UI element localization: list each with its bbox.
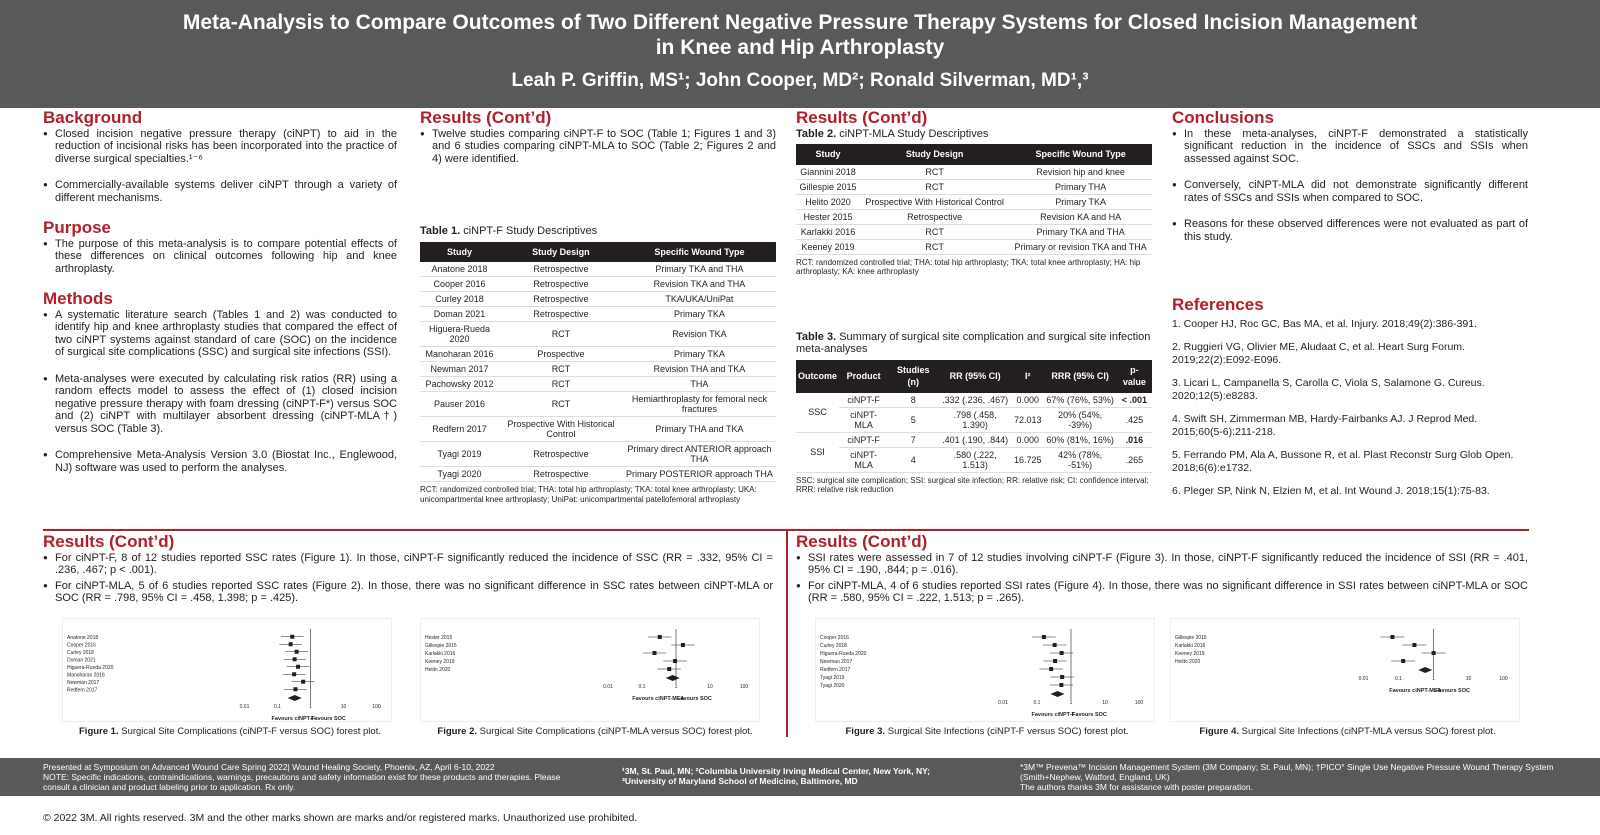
background-bullet-1: ● Closed incision negative pressure therapy (ciNPT) to aid in the reduction of incisional risks has been incorporated into the practice of diverse surgical specialties.¹⁻⁶	[43, 128, 397, 166]
point-estimate	[293, 657, 297, 661]
axis-tick-label: 1	[674, 684, 678, 690]
study-label: Tyagi 2020	[820, 683, 845, 689]
table-1	[420, 242, 776, 483]
methods-bullet-1: ● A systematic literature search (Tables 1 and 2) was conducted to identify hip and knee arthroplasty studies that compared the effect of two ciNPT systems against standard of care (SOC) on the incidence of surgical site complications (SSC) and surgical site infections (SSI).	[43, 309, 397, 359]
table-row	[420, 392, 776, 417]
study-label: Newman 2017	[820, 659, 853, 665]
table-row	[420, 277, 776, 292]
point-estimate	[1059, 683, 1063, 687]
table-cell: Tyagi 2019	[420, 442, 499, 467]
table-cell: Anatone 2018	[420, 262, 499, 277]
point-estimate	[1060, 675, 1064, 679]
point-estimate	[1401, 659, 1405, 663]
table-1-header: Specific Wound Type	[623, 242, 776, 263]
study-label: Karlakki 2016	[425, 651, 456, 657]
table-cell: .016	[1117, 432, 1152, 447]
favours-right-label: Favours SOC	[1435, 688, 1470, 694]
table-1-caption: Table 1. ciNPT-F Study Descriptives	[420, 225, 598, 237]
table-3-header: RRR (95% CI)	[1044, 360, 1117, 393]
favours-right-label: Favours SOC	[311, 716, 346, 722]
study-label: Gillespie 2015	[425, 643, 457, 649]
table-cell: Karlakki 2016	[796, 224, 860, 239]
overall-diamond	[666, 675, 680, 681]
copyright: © 2022 3M. All rights reserved. 3M and the other marks shown are marks and/or registered marks. Unauthorized use prohibited.	[43, 812, 638, 824]
footer-presented: Presented at Symposium on Advanced Wound Care Spring 2022| Wound Healing Society, Phoenix, AZ, April 6-10, 2022	[43, 762, 495, 772]
point-estimate	[295, 650, 299, 654]
table-cell: Primary TKA and THA	[1009, 224, 1152, 239]
purpose-bullet-1: ● The purpose of this meta-analysis is to compare potential effects of these differences on clinical outcomes following hip and knee arthroplasty.	[43, 238, 397, 276]
study-label: Keeney 2019	[1175, 651, 1205, 657]
table-row	[420, 467, 776, 482]
results-ssc-bullet-2: ● For ciNPT-MLA, 5 of 6 studies reported SSC rates (Figure 2). In those, there was no significant difference in SSC rates between ciNPT-MLA or SOC (RR = .798, 95% CI = .458, 1.398; p = .425).	[43, 580, 773, 605]
point-estimate	[289, 642, 293, 646]
table-cell: 0.000	[1012, 432, 1044, 447]
point-estimate	[1412, 643, 1416, 647]
axis-tick-label: 0.01	[239, 704, 250, 710]
footer	[0, 758, 1600, 796]
study-label: Newman 2017	[67, 679, 100, 686]
table-row	[796, 179, 1152, 194]
axis-tick-label: 10	[1465, 676, 1472, 682]
table-cell: Retrospective	[499, 307, 623, 322]
table-cell: .425	[1117, 407, 1152, 432]
figure-3-caption: Figure 3. Surgical Site Infections (ciNPT-F versus SOC) forest plot.	[845, 726, 1129, 737]
table-cell: RCT	[499, 392, 623, 417]
table-row	[796, 432, 1152, 447]
table-row	[420, 442, 776, 467]
table-cell: 0.000	[1012, 393, 1044, 408]
table-1-header: Study	[420, 242, 499, 263]
poster-header	[0, 0, 1600, 108]
table-cell: 16.725	[1012, 447, 1044, 472]
table-cell: 60% (81%, 16%)	[1044, 432, 1117, 447]
results-heading-4: Results (Cont’d)	[796, 532, 928, 551]
table-row	[796, 224, 1152, 239]
point-estimate	[290, 635, 294, 639]
axis-tick-label: 1	[1069, 700, 1073, 706]
table-cell: Primary TKA and THA	[623, 262, 776, 277]
results-ssi-bullet-2: ● For ciNPT-MLA, 4 of 6 studies reported SSI rates (Figure 4). In those, there was no significant difference in SSI rates between ciNPT-MLA or SOC (RR = .580, 95% CI = .222, 1.513; p = .265).	[796, 580, 1528, 605]
table-3-header: Studies (n)	[888, 360, 938, 393]
table-cell: Revision TKA	[623, 322, 776, 347]
overall-diamond	[288, 695, 302, 701]
study-label: Curley 2018	[820, 643, 847, 649]
figure-1-forest-plot	[62, 618, 392, 722]
table-2	[796, 144, 1152, 255]
results-heading-2: Results (Cont’d)	[796, 108, 928, 127]
table-cell: Hester 2015	[796, 209, 860, 224]
axis-tick-label: 10	[707, 684, 713, 690]
study-label: Manoharan 2016	[67, 672, 105, 679]
figure-4-forest-plot	[1170, 618, 1520, 722]
table-cell: Revision THA and TKA	[623, 362, 776, 377]
table-row	[420, 307, 776, 322]
axis-tick-label: 10	[1102, 700, 1108, 706]
point-estimate	[673, 659, 677, 663]
table-row	[796, 165, 1152, 180]
axis-tick-label: 10	[340, 704, 347, 710]
table-1-note: RCT: randomized controlled trial; THA: total hip arthroplasty; TKA: total knee arthroplasty; UKA: unicompartmental knee arthroplasty; UniPat: unicompartmental patellofemoral arthroplasty	[420, 485, 757, 504]
column-3	[796, 108, 1152, 495]
table-cell: Primary or revision TKA and THA	[1009, 239, 1152, 254]
results-ssc-bullet-1: ● For ciNPT-F, 8 of 12 studies reported SSC rates (Figure 1). In those, ciNPT-F significantly reduced the incidence of SSC (RR = .332, 95% CI = .236, .467; p < .001).	[43, 552, 773, 577]
study-label: Helito 2020	[425, 667, 451, 673]
study-label: Anatone 2018	[67, 634, 99, 641]
study-label: Tyagi 2019	[820, 675, 845, 681]
table-cell: Retrospective	[499, 442, 623, 467]
table-3-note: SSC: surgical site complication; SSI: surgical site infection; RR: relative risk; CI: confidence interval; RRR: relative risk reduction	[796, 475, 1149, 494]
table-cell: Hemiarthroplasty for femoral neck fractures	[623, 392, 776, 417]
table-cell: Tyagi 2020	[420, 467, 499, 482]
table-cell: ciNPT-MLA	[839, 407, 888, 432]
point-estimate	[658, 635, 662, 639]
column-2	[420, 108, 776, 504]
table-cell: 4	[888, 447, 938, 472]
table-3-header: p-value	[1117, 360, 1152, 393]
results-bottom-right	[796, 532, 1528, 608]
table-cell: Curley 2018	[420, 292, 499, 307]
table-cell: Pauser 2016	[420, 392, 499, 417]
favours-left-label: Favours ciNPT-MLA	[632, 696, 685, 702]
title-line-2: in Knee and Hip Arthroplasty	[655, 36, 945, 59]
overall-diamond	[1418, 667, 1432, 673]
reference-item: 2. Ruggieri VG, Olivier ME, Aludaat C, et al. Heart Surg Forum. 2019;22(2):E092-E096.	[1172, 340, 1465, 366]
point-estimate	[652, 651, 656, 655]
axis-tick-label: 0.01	[998, 700, 1008, 706]
table-cell: THA	[623, 377, 776, 392]
point-estimate	[296, 665, 300, 669]
table-2-header: Study	[796, 144, 860, 165]
table-cell: Retrospective	[860, 209, 1009, 224]
axis-tick-label: 100	[1499, 676, 1508, 682]
figure-2-forest-plot	[420, 618, 760, 722]
table-cell: 5	[888, 407, 938, 432]
point-estimate	[301, 680, 305, 684]
references-heading: References	[1172, 295, 1264, 314]
point-estimate	[681, 643, 685, 647]
figure-1-caption: Figure 1. Surgical Site Complications (ciNPT-F versus SOC) forest plot.	[79, 726, 381, 737]
table-cell: RCT	[860, 165, 1009, 180]
reference-item: 1. Cooper HJ, Roc GC, Bas MA, et al. Injury. 2018;49(2):386-391.	[1172, 317, 1478, 330]
table-cell: 67% (76%, 53%)	[1044, 393, 1117, 408]
outcome-cell: SSI	[796, 432, 839, 472]
axis-tick-label: 0.01	[1358, 676, 1369, 682]
table-cell: .580 (.222, 1.513)	[938, 447, 1012, 472]
table-cell: RCT	[499, 377, 623, 392]
table-row	[420, 377, 776, 392]
table-cell: RCT	[499, 362, 623, 377]
table-cell: .332 (.236, .467)	[938, 393, 1012, 408]
table-cell: RCT	[860, 179, 1009, 194]
table-row	[796, 239, 1152, 254]
table-cell: Newman 2017	[420, 362, 499, 377]
table-cell: Cooper 2016	[420, 277, 499, 292]
study-label: Curley 2018	[67, 649, 94, 656]
table-cell: Retrospective	[499, 292, 623, 307]
point-estimate	[293, 687, 297, 691]
background-heading: Background	[43, 108, 143, 127]
axis-tick-label: 0.1	[274, 704, 281, 710]
table-cell: .798 (.458, 1.390)	[938, 407, 1012, 432]
results-heading-1: Results (Cont’d)	[420, 108, 552, 127]
study-label: Helito 2020	[1175, 659, 1201, 665]
table-3-header: Outcome	[796, 360, 839, 393]
footer-affiliations-1: ¹3M, St. Paul, MN; ²Columbia University Irving Medical Center, New York, NY;	[622, 766, 930, 776]
point-estimate	[292, 672, 296, 676]
footer-note: NOTE: Specific indications, contraindications, warnings, precautions and safety information exist for these products and therapies. Please consult a clinician and product labeling prior to application. Rx only.	[43, 772, 561, 792]
table-cell: 7	[888, 432, 938, 447]
table-cell: Manoharan 2016	[420, 347, 499, 362]
authors: Leah P. Griffin, MS¹; John Cooper, MD²; Ronald Silverman, MD¹,³	[511, 70, 1089, 91]
axis-tick-label: 100	[372, 704, 381, 710]
axis-tick-label: 0.1	[638, 684, 646, 690]
table-3-header: Product	[839, 360, 888, 393]
table-cell: Retrospective	[499, 277, 623, 292]
axis-tick-label: 0.1	[1395, 676, 1402, 682]
table-cell: Gillespie 2015	[796, 179, 860, 194]
table-cell: .401 (.190, .844)	[938, 432, 1012, 447]
study-label: Higuera-Rueda 2020	[67, 664, 114, 671]
footer-affiliations-2: ³University of Maryland School of Medicine, Baltimore, MD	[622, 776, 858, 786]
table-cell: Doman 2021	[420, 307, 499, 322]
outcome-cell: SSC	[796, 393, 839, 433]
favours-left-label: Favours ciNPT-F	[271, 716, 315, 722]
study-label: Redfern 2017	[820, 667, 851, 673]
table-cell: < .001	[1117, 393, 1152, 408]
axis-tick-label: 1	[1432, 676, 1435, 682]
table-row	[796, 194, 1152, 209]
reference-item: 5. Ferrando PM, Ala A, Bussone R, et al. Plast Reconstr Surg Glob Open. 2018;6(6):e1732.	[1172, 448, 1514, 474]
table-cell: Helito 2020	[796, 194, 860, 209]
figure-2-caption: Figure 2. Surgical Site Complications (ciNPT-MLA versus SOC) forest plot.	[437, 726, 753, 737]
axis-tick-label: 1	[309, 704, 312, 710]
column-1	[43, 108, 397, 488]
point-estimate	[1053, 643, 1057, 647]
table-cell: Keeney 2019	[796, 239, 860, 254]
table-3-caption: Table 3. Summary of surgical site complication and surgical site infection meta-analyses	[796, 330, 1151, 355]
table-cell: Primary TKA	[623, 347, 776, 362]
table-cell: ciNPT-F	[839, 393, 888, 408]
axis-tick-label: 0.1	[1033, 700, 1041, 706]
figure-3-forest-plot	[815, 618, 1155, 722]
point-estimate	[1060, 651, 1064, 655]
table-3	[796, 360, 1152, 473]
favours-left-label: Favours ciNPT-F	[1031, 712, 1075, 718]
table-cell: Primary THA and TKA	[623, 417, 776, 442]
table-cell: Prospective With Historical Control	[499, 417, 623, 442]
table-cell: Higuera-Rueda 2020	[420, 322, 499, 347]
background-bullet-2: ● Commercially-available systems deliver ciNPT through a variety of different mechanisms.	[43, 179, 397, 204]
methods-heading: Methods	[43, 289, 113, 308]
study-label: Cooper 2016	[820, 635, 849, 641]
table-row	[420, 292, 776, 307]
point-estimate	[1049, 667, 1053, 671]
figure-4-caption: Figure 4. Surgical Site Infections (ciNPT-MLA versus SOC) forest plot.	[1199, 726, 1496, 737]
table-cell: Revision hip and knee	[1009, 165, 1152, 180]
table-cell: 20% (54%, -39%)	[1044, 407, 1117, 432]
table-row	[420, 262, 776, 277]
methods-bullet-3: ● Comprehensive Meta-Analysis Version 3.0 (Biostat Inc., Englewood, NJ) software was used to perform the analyses.	[43, 449, 397, 474]
table-cell: ciNPT-F	[839, 432, 888, 447]
study-label: Hester 2015	[425, 635, 453, 641]
table-row	[420, 362, 776, 377]
table-cell: Primary TKA	[623, 307, 776, 322]
table-cell: Primary THA	[1009, 179, 1152, 194]
results-ssi-bullet-1: ● SSI rates were assessed in 7 of 12 studies involving ciNPT-F (Figure 3). In those, ciNPT-F significantly reduced the incidence of SSI (RR = .401, 95% CI = .190, .844; p = .016).	[796, 552, 1528, 577]
conclusions-bullet-3: ● Reasons for these observed differences were not evaluated as part of this study.	[1172, 218, 1528, 243]
favours-right-label: Favours SOC	[677, 696, 712, 702]
table-row	[796, 393, 1152, 408]
table-cell: Pachowsky 2012	[420, 377, 499, 392]
results-bullet-1: ● Twelve studies comparing ciNPT-F to SOC (Table 1; Figures 1 and 3) and 6 studies comparing ciNPT-MLA to SOC (Table 2; Figures 2 and 4) were identified.	[420, 128, 776, 166]
table-cell: Prospective With Historical Control	[860, 194, 1009, 209]
table-cell: 8	[888, 393, 938, 408]
reference-item: 6. Pleger SP, Nink N, Elzien M, et al. Int Wound J. 2018;15(1):75-83.	[1172, 484, 1490, 497]
study-label: Karlakki 2016	[1175, 643, 1206, 649]
table-row	[420, 322, 776, 347]
table-cell: Retrospective	[499, 262, 623, 277]
table-cell: 42% (78%, -51%)	[1044, 447, 1117, 472]
study-label: Redfern 2017	[67, 687, 98, 694]
favours-left-label: Favours ciNPT-MLA	[1389, 688, 1442, 694]
table-cell: RCT	[499, 322, 623, 347]
table-3-header: I²	[1012, 360, 1044, 393]
reference-item: 4. Swift SH, Zimmerman MB, Hardy-Fairbanks AJ. J Reprod Med. 2015;60(5-6):211-218.	[1172, 412, 1478, 438]
table-row	[796, 209, 1152, 224]
study-label: Higuera-Rueda 2020	[820, 651, 867, 657]
point-estimate	[1042, 635, 1046, 639]
footer-acknowledgement: The authors thanks 3M for assistance with poster preparation.	[1020, 782, 1253, 792]
methods-bullet-2: ● Meta-analyses were executed by calculating risk ratios (RR) using a random effects model to assess the effect of (1) closed incision negative pressure therapy with foam dressing (ciNPT-F*) versus SOC and (2) ciNPT with multilayer absorbent dressing (ciNPT-MLA†) versus SOC (Table 3).	[43, 373, 397, 436]
reference-item: 3. Licari L, Campanella S, Carolla C, Viola S, Salamone G. Cureus. 2020;12(5):e8283.	[1172, 376, 1485, 402]
table-2-caption: Table 2. ciNPT-MLA Study Descriptives	[796, 127, 989, 140]
axis-tick-label: 0.01	[603, 684, 613, 690]
point-estimate	[1390, 635, 1394, 639]
table-cell: 72.013	[1012, 407, 1044, 432]
table-cell: .265	[1117, 447, 1152, 472]
table-cell: Revision KA and HA	[1009, 209, 1152, 224]
conclusions-bullet-2: ● Conversely, ciNPT-MLA did not demonstrate significantly different rates of SSCs and SSIs when compared to SOC.	[1172, 179, 1528, 204]
point-estimate	[1053, 659, 1057, 663]
table-1-header: Study Design	[499, 242, 623, 263]
results-bottom-left	[43, 532, 773, 608]
table-row	[420, 347, 776, 362]
results-heading-3: Results (Cont’d)	[43, 532, 175, 551]
footer-trademarks: *3M™ Prevena™ Incision Management System (3M Company; St. Paul, MN); †PICO° Single Use Negative Pressure Wound Therapy System (Smith+Nephew, Watford, England, UK)	[1020, 762, 1554, 782]
axis-tick-label: 100	[1134, 700, 1144, 706]
table-row	[796, 407, 1152, 432]
table-row	[420, 417, 776, 442]
table-cell: Revision TKA and THA	[623, 277, 776, 292]
column-4	[1172, 108, 1528, 508]
overall-diamond	[1051, 691, 1065, 697]
table-cell: RCT	[860, 224, 1009, 239]
table-cell: Giannini 2018	[796, 165, 860, 180]
table-cell: Redfern 2017	[420, 417, 499, 442]
study-label: Cooper 2016	[67, 642, 96, 649]
table-row	[796, 447, 1152, 472]
table-2-header: Study Design	[860, 144, 1009, 165]
study-label: Gillespie 2015	[1175, 635, 1207, 641]
title-line-1: Meta-Analysis to Compare Outcomes of Two Different Negative Pressure Therapy Systems for Closed Incision Management	[182, 11, 1418, 34]
column-divider	[786, 529, 788, 737]
purpose-heading: Purpose	[43, 218, 112, 237]
table-cell: Primary direct ANTERIOR approach THA	[623, 442, 776, 467]
table-3-header: RR (95% CI)	[938, 360, 1012, 393]
study-label: Keeney 2019	[425, 659, 455, 665]
table-cell: Primary POSTERIOR approach THA	[623, 467, 776, 482]
conclusions-bullet-1: ● In these meta-analyses, ciNPT-F demonstrated a statistically significant reduction in the incidence of SSCs and SSIs when assessed against SOC.	[1172, 128, 1528, 166]
conclusions-heading: Conclusions	[1172, 108, 1275, 127]
table-cell: Primary TKA	[1009, 194, 1152, 209]
table-cell: Prospective	[499, 347, 623, 362]
axis-tick-label: 100	[739, 684, 749, 690]
point-estimate	[667, 667, 671, 671]
table-2-note: RCT: randomized controlled trial; THA: total hip arthroplasty; TKA: total knee arthroplasty; HA: hip arthroplasty; KA: knee arthroplasty	[796, 257, 1141, 276]
table-cell: ciNPT-MLA	[839, 447, 888, 472]
table-2-header: Specific Wound Type	[1009, 144, 1152, 165]
table-cell: Retrospective	[499, 467, 623, 482]
favours-right-label: Favours SOC	[1072, 712, 1107, 718]
table-cell: TKA/UKA/UniPat	[623, 292, 776, 307]
study-label: Doman 2021	[67, 657, 96, 664]
table-cell: RCT	[860, 239, 1009, 254]
references-list	[1172, 318, 1528, 498]
